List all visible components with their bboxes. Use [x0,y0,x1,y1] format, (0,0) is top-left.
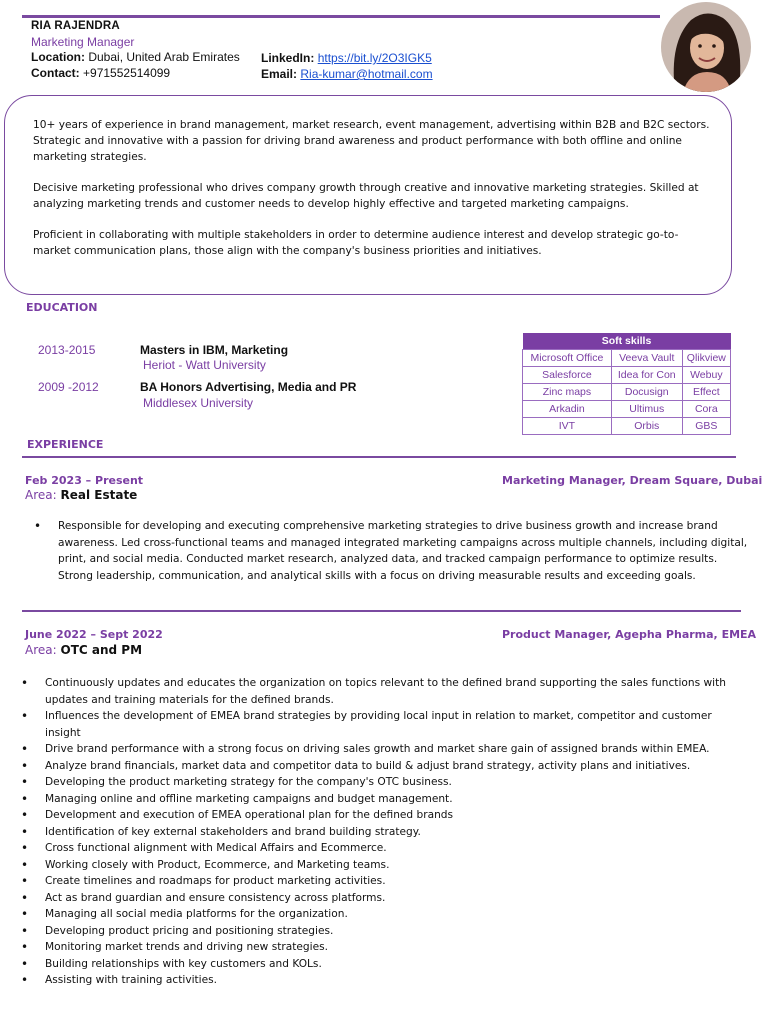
table-row [523,384,731,401]
list-item: • Influences the development of EMEA brand strategies by providing local input in relation to market, competitor and customer insight [45,708,745,741]
job-position: Product Manager, Agepha Pharma, EMEA [502,628,757,641]
soft-skills-table [522,333,731,435]
list-item: • Create timelines and roadmaps for product marketing activities. [45,873,745,890]
table-row [523,401,731,418]
skill-cell: Zinc maps [523,384,612,401]
job-dates: June 2022 – Sept 2022 [25,628,163,641]
list-item: • Development and execution of EMEA operational plan for the defined brands [45,807,745,824]
list-item: • Developing the product marketing strategy for the company's OTC business. [45,774,745,791]
list-item: • Responsible for developing and executing comprehensive marketing strategies to drive business growth and increase brand awareness. Led cross-functional teams and managed integrated marketing campaigns across multiple channels, including digital, print, and social media. Conducted market research, analyzed data, and tracked campaign performance to optimize results. Strong leadership, communication, and analytical skills with a focus on driving measurable results and exceeding goals. [58,518,748,584]
list-item: • Monitoring market trends and driving new strategies. [45,939,745,956]
location-line [31,50,240,64]
table-row [523,418,731,435]
contact-line [31,66,170,80]
skill-cell: GBS [682,418,730,435]
education-years: 2013-2015 [38,343,96,357]
skill-cell: Qlikview [682,350,730,367]
job-divider [22,610,741,612]
list-item: • Managing online and offline marketing campaigns and budget management. [45,791,745,808]
skill-cell: Idea for Con [611,367,682,384]
skill-cell: Docusign [611,384,682,401]
summary-paragraph-3: Proficient in collaborating with multiple stakeholders in order to determine audience interest and develop strategic go-to-market communication plans, those align with the company's business priorities and initiatives. [33,229,679,257]
email-link[interactable]: Ria-kumar@hotmail.com [300,67,433,81]
skill-cell: Salesforce [523,367,612,384]
job-area [25,643,142,657]
list-item: • Managing all social media platforms for the organization. [45,906,745,923]
contact-value: +971552514099 [83,66,171,80]
skill-cell: Arkadin [523,401,612,418]
experience-heading: EXPERIENCE [27,438,104,451]
linkedin-label: LinkedIn: [261,51,315,65]
linkedin-link[interactable]: https://bit.ly/2O3IGK5 [317,51,432,65]
skill-cell: IVT [523,418,612,435]
list-item: • Identification of key external stakeholders and brand building strategy. [45,824,745,841]
summary-paragraph-2: Decisive marketing professional who drives company growth through creative and innovative marketing strategies. Skilled at analyzing marketing trends and customer needs to develop highly effective and targeted marketing campaigns. [33,182,699,210]
area-value: OTC and PM [60,643,143,657]
profile-photo [661,2,751,92]
job-position: Marketing Manager, Dream Square, Dubai [502,474,763,487]
skill-cell: Veeva Vault [611,350,682,367]
skill-cell: Orbis [611,418,682,435]
job-bullets [58,518,748,584]
list-item: • Building relationships with key customers and KOLs. [45,956,745,973]
location-value: Dubai, United Arab Emirates [88,50,240,64]
area-label: Area: [25,488,57,502]
list-item: • Act as brand guardian and ensure consistency across platforms. [45,890,745,907]
skill-cell: Ultimus [611,401,682,418]
skill-cell: Webuy [682,367,730,384]
soft-skills-heading: Soft skills [523,333,731,350]
header-rule [22,15,660,18]
skill-cell: Microsoft Office [523,350,612,367]
education-school: Heriot - Watt University [143,358,266,372]
skill-cell: Cora [682,401,730,418]
list-item: • Working closely with Product, Ecommerce, and Marketing teams. [45,857,745,874]
education-school: Middlesex University [143,396,254,410]
list-item: • Drive brand performance with a strong focus on driving sales growth and market share gain of assigned brands within EMEA. [45,741,745,758]
location-label: Location: [31,50,85,64]
candidate-name: RIA RAJENDRA [31,20,120,32]
area-value: Real Estate [60,488,138,502]
education-heading: EDUCATION [26,301,98,314]
skill-cell: Effect [682,384,730,401]
table-row [523,367,731,384]
job-dates: Feb 2023 – Present [25,474,144,487]
email-label: Email: [261,67,298,81]
list-item: • Developing product pricing and positioning strategies. [45,923,745,940]
education-degree: BA Honors Advertising, Media and PR [140,380,357,394]
email-line [261,67,433,81]
list-item: • Continuously updates and educates the organization on topics relevant to the defined brand supporting the sales functions with updates and training materials for the defined brands. [45,675,745,708]
education-years: 2009 -2012 [38,380,99,394]
list-item: • Analyze brand financials, market data and competitor data to build & adjust brand strategy, activity plans and initiatives. [45,758,745,775]
list-item: • Assisting with training activities. [45,972,745,989]
contact-label: Contact: [31,66,80,80]
summary-paragraph-1: 10+ years of experience in brand management, market research, event management, advertising within B2B and B2C sectors. Strategic and innovative with a passion for driving brand awareness and product performance with both offline and online marketing strategies. [33,119,710,163]
list-item: • Cross functional alignment with Medical Affairs and Ecommerce. [45,840,745,857]
experience-rule [22,456,736,458]
candidate-title: Marketing Manager [31,35,135,49]
education-degree: Masters in IBM, Marketing [140,343,289,357]
table-row [523,350,731,367]
job-bullets [45,675,745,989]
linkedin-line [261,51,432,65]
job-area [25,488,137,502]
area-label: Area: [25,643,57,657]
